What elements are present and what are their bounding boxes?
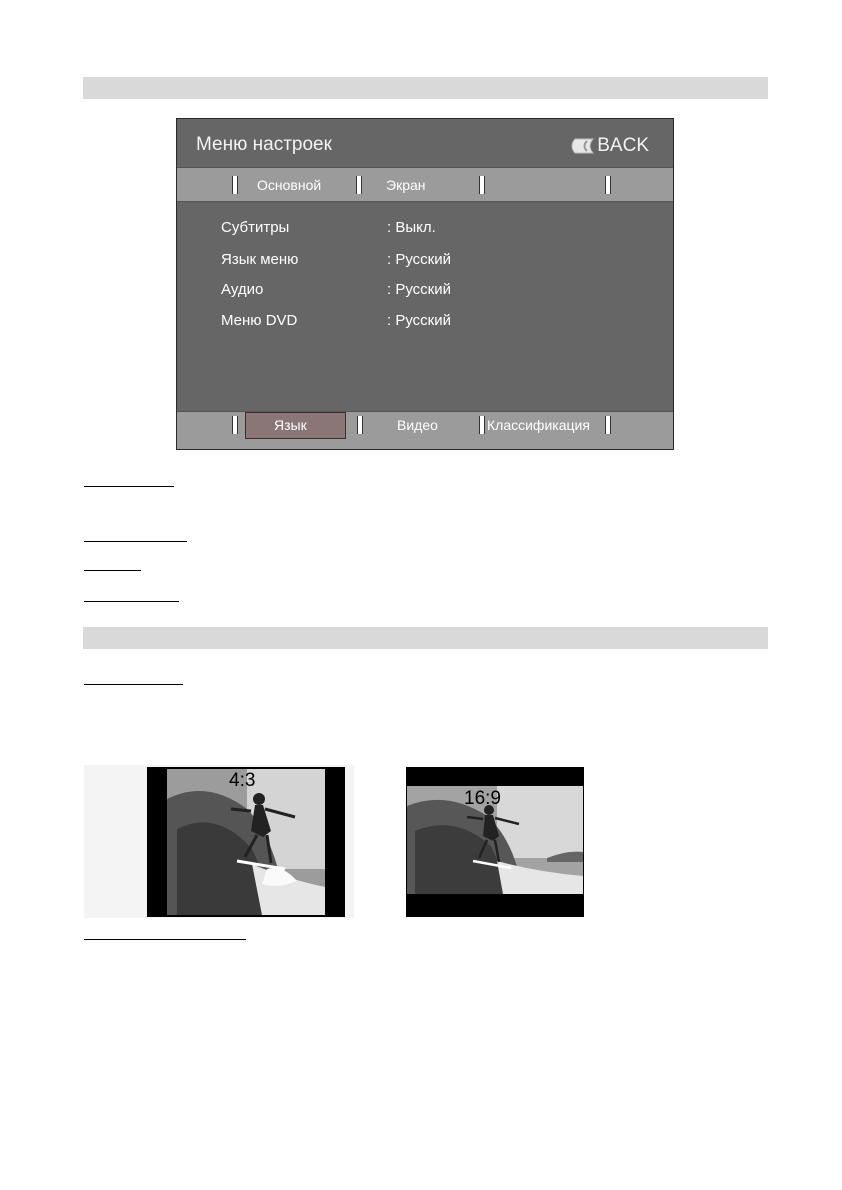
heading-underline — [84, 601, 179, 602]
top-tab-bar — [177, 167, 673, 202]
tab-rating[interactable]: Классификация — [487, 417, 590, 433]
heading-underline — [84, 541, 187, 542]
aspect-16-9-image — [406, 767, 584, 917]
setting-label: Аудио — [221, 281, 264, 298]
heading-underline — [84, 486, 174, 487]
setting-value: : Русский — [387, 251, 451, 268]
tab-separator — [479, 416, 485, 434]
aspect-label-16-9: 16:9 — [464, 788, 501, 809]
back-label: BACK — [597, 135, 649, 156]
aspect-4-3-image — [147, 767, 345, 917]
aspect-label-4-3: 4:3 — [229, 770, 256, 791]
heading-underline — [84, 684, 183, 685]
settings-row-menu-language[interactable] — [221, 251, 451, 268]
setting-value: : Выкл. — [387, 219, 436, 236]
tab-separator — [479, 176, 485, 194]
setting-value: : Русский — [387, 281, 451, 298]
settings-row-audio[interactable] — [221, 281, 451, 298]
tab-separator — [232, 416, 238, 434]
setting-label: Меню DVD — [221, 312, 298, 329]
section-header-bar — [83, 627, 768, 649]
section-header-bar — [83, 77, 768, 99]
tab-language[interactable]: Язык — [274, 417, 307, 433]
settings-row-dvd-menu[interactable] — [221, 312, 451, 329]
back-button[interactable] — [567, 135, 649, 157]
menu-title: Меню настроек — [196, 134, 332, 155]
setting-value: : Русский — [387, 312, 451, 329]
tab-separator — [605, 416, 611, 434]
heading-underline — [84, 939, 246, 940]
tab-separator — [605, 176, 611, 194]
bottom-tab-bar — [177, 411, 673, 449]
settings-row-subtitles[interactable] — [221, 219, 436, 236]
setting-label: Субтитры — [221, 219, 290, 236]
setting-label: Язык меню — [221, 251, 299, 268]
tab-screen[interactable]: Экран — [386, 177, 426, 193]
tab-separator — [232, 176, 238, 194]
tab-basic[interactable]: Основной — [257, 177, 322, 193]
heading-underline — [84, 570, 141, 571]
tab-separator — [357, 416, 363, 434]
tab-separator — [356, 176, 362, 194]
tab-video[interactable]: Видео — [397, 417, 438, 433]
setup-menu-screenshot — [176, 118, 674, 450]
back-arrow-icon — [567, 137, 595, 155]
